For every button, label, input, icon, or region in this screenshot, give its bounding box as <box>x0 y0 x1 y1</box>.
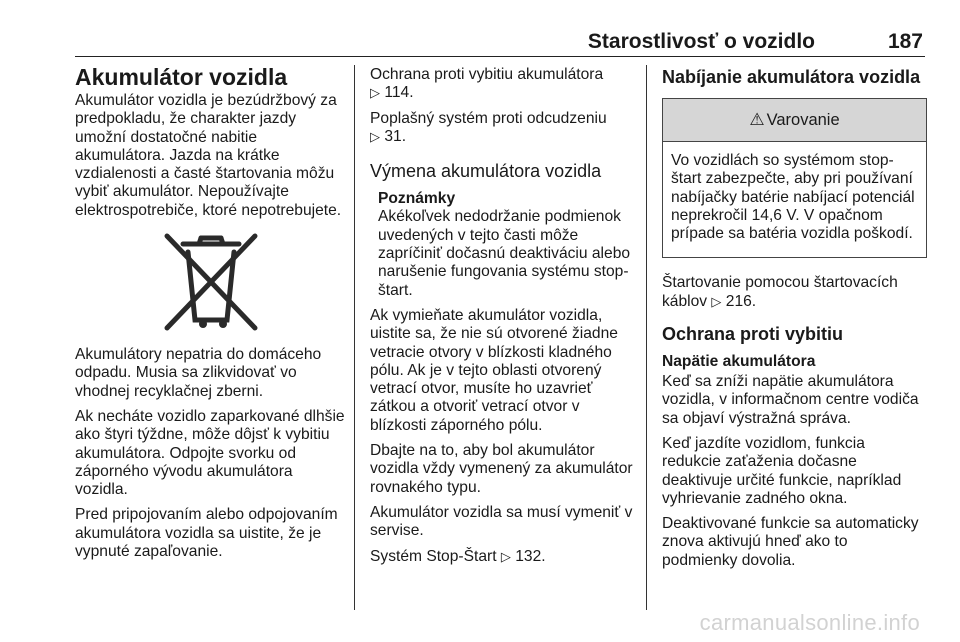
battery-intro-paragraph: Akumulátor vozidla je bezúdržbový za predpokladu, že charakter jazdy umožní dostatočné nabitie akumulátora. Jazda na krátke vzdialenosti a časté štartovania môžu vybiť akumulátor. Nepoužívajte elektrospotrebiče, ktoré nepotrebujete. <box>75 92 342 219</box>
column-1 <box>75 64 347 568</box>
ref-text: Ochrana proti vybitiu akumulátora <box>370 66 604 83</box>
warning-title: Varovanie <box>766 110 840 129</box>
crossed-out-bin-icon <box>155 232 267 332</box>
jump-start-ref <box>662 274 927 311</box>
page-number: 187 <box>887 30 923 53</box>
watermark: carmanualsonline.info <box>699 610 920 635</box>
column-3 <box>662 66 927 577</box>
ref-text: Systém Stop-Štart <box>370 547 497 565</box>
disposal-symbol <box>75 232 347 332</box>
discharge-protection-ref <box>370 66 640 103</box>
page-ref-icon: ▷ <box>500 548 511 564</box>
warning-triangle-icon: ⚠ <box>749 109 765 129</box>
stop-start-ref <box>370 548 640 566</box>
ref-text: Poplašný systém proti odcudzeniu <box>370 109 607 127</box>
ref-page[interactable]: 114. <box>384 84 414 102</box>
warning-text: Vo vozidlách so systémom stop-štart zabezpečte, aby pri používaní nabíjačky batérie nabíjací potenciál neprekročil 14,6 V. V opačnom prípade sa batéria vozidla poškodí. <box>671 152 915 243</box>
warning-box <box>662 98 927 258</box>
column-divider-2 <box>646 65 647 610</box>
note-text: Akékoľvek nedodržanie podmienok uvedených v tejto časti môže zapríčiniť dočasnú deaktiváciu alebo narušenie fungovania systému stop-štart. <box>378 208 631 299</box>
same-type-paragraph: Dbajte na to, aby bol akumulátor vozidla vždy vymenený za akumulátor rovnakého typu. <box>370 442 633 496</box>
disposal-paragraph: Akumulátory nepatria do domáceho odpadu. Musia sa zlikvidovať vo vhodnej recyklačnej zberni. <box>75 346 322 400</box>
parking-paragraph: Ak necháte vozidlo zaparkované dlhšie ako štyri týždne, môže dôjsť k vybitiu akumulátora. Odpojte svorku od záporného vývodu akumulátora vozidla. <box>75 407 345 499</box>
anti-theft-ref <box>370 110 640 147</box>
warning-header <box>663 99 926 142</box>
ref-page[interactable]: 31. <box>384 127 407 145</box>
section-heading-replacement: Výmena akumulátora vozidla <box>370 161 602 182</box>
reactivation-paragraph: Deaktivované funkcie sa automaticky znova aktivujú hneď ako to podmienky dovolia. <box>662 515 919 569</box>
header-title: Starostlivosť o vozidlo <box>587 30 815 53</box>
column-2 <box>370 66 640 573</box>
section-heading-protection: Ochrana proti vybitiu <box>662 324 844 345</box>
page-ref-icon: ▷ <box>711 293 722 309</box>
subheading-voltage: Napätie akumulátora <box>662 353 816 371</box>
ref-page[interactable]: 216. <box>725 292 757 310</box>
ignition-paragraph: Pred pripojovaním alebo odpojovaním akumulátora vozidla sa uistite, že je vypnuté zapaľovanie. <box>75 506 338 561</box>
load-reduction-paragraph: Keď jazdíte vozidlom, funkcia redukcie zaťaženia dočasne deaktivuje určité funkcie, napríklad vyhrievanie zadného okna. <box>662 434 902 507</box>
ref-page[interactable]: 132. <box>515 547 546 565</box>
ref-text: Štartovanie pomocou štartovacích káblov <box>662 274 898 310</box>
vent-paragraph: Ak vymieňate akumulátor vozidla, uistite sa, že nie sú otvorené žiadne vetracie otvory v blízkosti kladného pólu. Ak je v tejto oblasti otvorený vetrací otvor, musíte ho uzavrieť zátkou a otvoriť vetrací otvor v blízkosti záporného pólu. <box>370 306 618 434</box>
note-title: Poznámky <box>378 190 456 208</box>
page-header <box>75 30 925 57</box>
section-heading-battery: Akumulátor vozidla <box>75 64 288 90</box>
page-ref-icon: ▷ <box>370 128 380 144</box>
column-divider-1 <box>354 65 355 610</box>
section-heading-charging: Nabíjanie akumulátora vozidla <box>662 67 921 87</box>
voltage-paragraph: Keď sa zníži napätie akumulátora vozidla, v informačnom centre vodiča sa objaví výstražná správa. <box>662 373 919 427</box>
page-ref-icon: ▷ <box>370 85 380 101</box>
note-block <box>370 190 640 300</box>
service-paragraph: Akumulátor vozidla sa musí vymeniť v servise. <box>370 503 633 540</box>
